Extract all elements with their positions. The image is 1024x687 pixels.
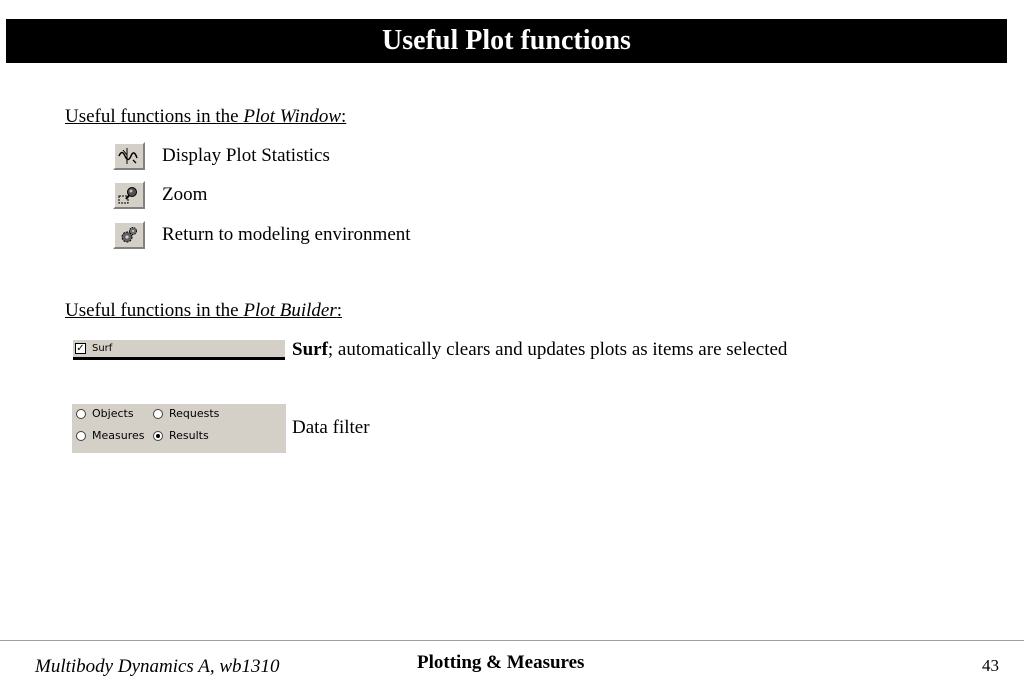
- surf-description-bold: Surf: [292, 339, 328, 360]
- plot-builder-heading-suffix: :: [336, 300, 343, 321]
- filter-option-label: Objects: [92, 407, 134, 420]
- footer-topic: Plotting & Measures: [417, 652, 585, 673]
- surf-checkbox[interactable]: ✓: [76, 343, 85, 354]
- page-title: Useful Plot functions: [382, 25, 631, 56]
- plot-window-heading-prefix: Useful functions in the: [65, 106, 244, 127]
- footer-divider: [0, 640, 1024, 641]
- modeling-environment-icon: [117, 225, 141, 245]
- filter-option-results[interactable]: [153, 429, 209, 442]
- modeling-environment-button[interactable]: [113, 221, 145, 249]
- radio-results[interactable]: [153, 431, 163, 441]
- surf-description-text: ; automatically clears and updates plots as items are selected: [327, 339, 788, 360]
- tool-row-plot-statistics: [113, 141, 330, 171]
- page-number: 43: [982, 656, 999, 675]
- modeling-environment-label: Return to modeling environment: [162, 224, 411, 245]
- plot-statistics-button[interactable]: [113, 142, 145, 170]
- plot-window-heading-italic: Plot Window: [243, 106, 342, 127]
- surf-checkbox-label: Surf: [92, 343, 113, 354]
- footer-course: Multibody Dynamics A, wb1310: [35, 656, 280, 677]
- filter-option-objects[interactable]: [76, 407, 134, 420]
- radio-selected-dot: [156, 434, 160, 438]
- zoom-icon: [117, 185, 141, 205]
- zoom-label: Zoom: [162, 184, 208, 205]
- title-bar: [6, 19, 1007, 63]
- data-filter-description: Data filter: [292, 417, 370, 438]
- surf-description: [292, 339, 787, 361]
- tool-row-modeling-environment: [113, 220, 411, 250]
- zoom-button[interactable]: [113, 181, 145, 209]
- data-filter-panel: [72, 404, 286, 453]
- filter-option-measures[interactable]: [76, 429, 144, 442]
- plot-window-heading-suffix: :: [341, 106, 347, 127]
- plot-builder-heading: [65, 300, 342, 322]
- plot-builder-heading-italic: Plot Builder: [243, 300, 337, 321]
- filter-option-label: Requests: [169, 407, 220, 420]
- filter-option-label: Results: [169, 429, 209, 442]
- radio-requests[interactable]: [153, 409, 163, 419]
- plot-window-heading: [65, 106, 346, 128]
- filter-option-label: Measures: [92, 429, 145, 442]
- plot-statistics-label: Display Plot Statistics: [162, 145, 330, 166]
- surf-toggle[interactable]: [73, 340, 285, 360]
- radio-objects[interactable]: [76, 409, 86, 419]
- filter-option-requests[interactable]: [153, 407, 219, 420]
- plot-statistics-icon: [117, 146, 141, 166]
- tool-row-zoom: [113, 180, 207, 210]
- plot-builder-heading-prefix: Useful functions in the: [65, 300, 244, 321]
- radio-measures[interactable]: [76, 431, 86, 441]
